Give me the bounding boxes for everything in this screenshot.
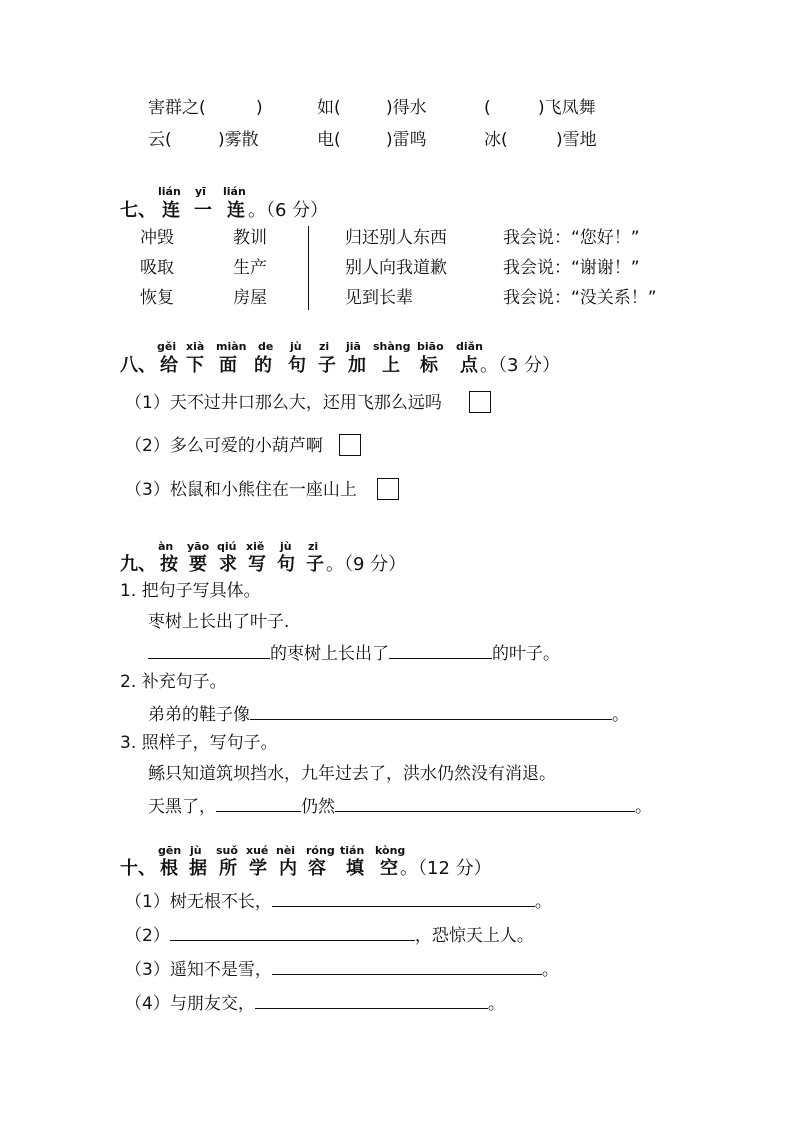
- pinyin: lián: [223, 185, 246, 198]
- pinyin: diǎn: [456, 340, 483, 353]
- question-3-example: 鲧只知道筑坝挡水，九年过去了，洪水仍然没有消退。: [148, 764, 556, 784]
- fill-line-1: [125, 890, 552, 912]
- heading-char: 下: [186, 355, 204, 376]
- idiom-1-start: 害群之(: [148, 98, 206, 118]
- pinyin: shàng: [373, 340, 411, 353]
- fill-line-2: [125, 924, 534, 946]
- idiom-6-end: )雪地: [556, 130, 597, 150]
- pinyin: zi: [308, 540, 319, 553]
- section-number: 七、: [120, 200, 156, 221]
- heading-char: 写: [248, 554, 266, 575]
- match-situation: 别人向我道歉: [345, 258, 447, 278]
- heading-char: 填: [346, 858, 364, 879]
- question-3-title: 3. 照样子，写句子。: [120, 733, 278, 753]
- heading-char: 句: [288, 355, 306, 376]
- section-10-heading: [120, 845, 680, 885]
- question-2-start: 弟弟的鞋子像: [148, 705, 250, 725]
- heading-score: 。（12 分）: [400, 858, 492, 879]
- sentence-text: （1）天不过井口那么大，还用飞那么远吗: [125, 393, 442, 413]
- match-word: 房屋: [233, 288, 267, 308]
- pinyin: jù: [190, 844, 202, 857]
- pinyin: jù: [290, 340, 302, 353]
- fill-line-end: ，恐惊天上人。: [414, 926, 534, 946]
- question-3-end: 。: [635, 797, 652, 817]
- fill-line-4: [125, 992, 505, 1014]
- question-2-answer-line: [148, 703, 629, 725]
- heading-char: 容: [308, 858, 326, 879]
- match-word: 吸取: [140, 258, 174, 278]
- match-phrase: 我会说：“没关系！”: [503, 288, 657, 308]
- section-number: 九、: [120, 554, 156, 575]
- pinyin: gēn: [158, 844, 182, 857]
- section-7-heading: [120, 186, 680, 226]
- question-1-end: 的叶子。: [492, 644, 560, 664]
- idiom-3-start: (: [484, 98, 491, 118]
- heading-char: 给: [160, 355, 178, 376]
- pinyin: miàn: [216, 340, 247, 353]
- idiom-2-start: 如(: [317, 98, 341, 118]
- question-1-title: 1. 把句子写具体。: [120, 581, 261, 601]
- question-3-mid: 仍然: [301, 797, 335, 817]
- pinyin: róng: [306, 844, 335, 857]
- section-9-heading: [120, 541, 680, 581]
- punctuation-answer-box[interactable]: [339, 434, 361, 456]
- pinyin: xiě: [246, 540, 265, 553]
- answer-blank[interactable]: [255, 992, 488, 1009]
- match-situation: 归还别人东西: [345, 228, 447, 248]
- pinyin: gěi: [157, 340, 177, 353]
- answer-blank[interactable]: [170, 924, 415, 941]
- pinyin: xué: [246, 844, 269, 857]
- fill-line-3: [125, 958, 559, 980]
- pinyin: xià: [186, 340, 205, 353]
- heading-char: 句: [277, 554, 295, 575]
- idiom-6-start: 冰(: [484, 130, 508, 150]
- heading-char: 内: [279, 858, 297, 879]
- heading-char: 连: [162, 200, 180, 221]
- match-word: 教训: [233, 228, 267, 248]
- question-1-answer-line: [148, 642, 560, 664]
- heading-char: 学: [249, 858, 267, 879]
- answer-blank[interactable]: [272, 958, 542, 975]
- pinyin: kòng: [375, 844, 406, 857]
- heading-score: 。（3 分）: [480, 355, 561, 376]
- sentence-text: （3）松鼠和小熊住在一座山上: [125, 480, 357, 500]
- punctuation-answer-box[interactable]: [377, 478, 399, 500]
- section-number: 十、: [120, 858, 156, 879]
- heading-char: 根: [160, 858, 178, 879]
- heading-score: 。（9 分）: [326, 554, 407, 575]
- fill-line-start: （1）树无根不长，: [125, 892, 272, 912]
- heading-char: 的: [254, 355, 272, 376]
- answer-blank[interactable]: [148, 642, 270, 659]
- pinyin: de: [258, 340, 274, 353]
- heading-char: 所: [219, 858, 237, 879]
- question-2-title: 2. 补充句子。: [120, 672, 227, 692]
- punctuation-answer-box[interactable]: [469, 391, 491, 413]
- heading-char: 子: [306, 554, 324, 575]
- match-phrase: 我会说：“谢谢！”: [503, 258, 640, 278]
- answer-blank[interactable]: [216, 795, 301, 812]
- heading-char: 标: [420, 355, 438, 376]
- matching-divider: [308, 226, 309, 310]
- answer-blank[interactable]: [389, 642, 492, 659]
- fill-line-end: 。: [541, 960, 559, 980]
- pinyin: zi: [319, 340, 330, 353]
- pinyin: suǒ: [216, 844, 238, 857]
- answer-blank[interactable]: [250, 703, 612, 720]
- fill-line-start: （4）与朋友交，: [125, 994, 255, 1014]
- idiom-5-start: 电(: [317, 130, 341, 150]
- question-1-example: 枣树上长出了叶子.: [148, 612, 290, 632]
- heading-char: 子: [318, 355, 336, 376]
- pinyin: qiú: [217, 540, 237, 553]
- heading-char: 据: [189, 858, 207, 879]
- heading-char: 点: [460, 355, 478, 376]
- heading-char: 一: [194, 200, 212, 221]
- heading-char: 加: [348, 355, 366, 376]
- question-2-end: 。: [612, 705, 629, 725]
- idiom-5-end: )雷鸣: [386, 130, 427, 150]
- pinyin: jiā: [346, 340, 361, 353]
- heading-score: 。（6 分）: [248, 200, 329, 221]
- idiom-1-end: ): [256, 98, 263, 118]
- question-3-answer-line: [148, 795, 652, 817]
- heading-char: 要: [189, 554, 207, 575]
- pinyin: yāo: [187, 540, 210, 553]
- section-8-heading: [120, 341, 680, 381]
- heading-char: 求: [219, 554, 237, 575]
- heading-char: 空: [380, 858, 398, 879]
- fill-line-start: （3）遥知不是雪，: [125, 960, 272, 980]
- fill-line-start: （2）: [125, 926, 170, 946]
- heading-char: 上: [382, 355, 400, 376]
- idiom-2-end: )得水: [386, 98, 427, 118]
- pinyin: nèi: [276, 844, 296, 857]
- sentence-text: （2）多么可爱的小葫芦啊: [125, 436, 323, 456]
- idiom-3-end: )飞凤舞: [538, 98, 596, 118]
- match-word: 生产: [233, 258, 267, 278]
- section-number: 八、: [120, 355, 156, 376]
- question-3-start: 天黑了，: [148, 797, 216, 817]
- match-phrase: 我会说：“您好！”: [503, 228, 640, 248]
- fill-line-end: 。: [534, 892, 552, 912]
- idiom-4-end: )雾散: [218, 130, 259, 150]
- answer-blank[interactable]: [272, 890, 535, 907]
- match-word: 冲毁: [140, 228, 174, 248]
- heading-char: 连: [227, 200, 245, 221]
- pinyin: biāo: [417, 340, 444, 353]
- pinyin: lián: [158, 185, 181, 198]
- pinyin: àn: [158, 540, 174, 553]
- pinyin: tián: [340, 844, 365, 857]
- pinyin: yī: [195, 185, 206, 198]
- match-situation: 见到长辈: [345, 288, 413, 308]
- heading-char: 面: [219, 355, 237, 376]
- fill-line-end: 。: [487, 994, 505, 1014]
- idiom-4-start: 云(: [148, 130, 172, 150]
- answer-blank[interactable]: [335, 795, 635, 812]
- match-word: 恢复: [140, 288, 174, 308]
- question-1-mid: 的枣树上长出了: [270, 644, 389, 664]
- heading-char: 按: [160, 554, 178, 575]
- pinyin: jù: [280, 540, 292, 553]
